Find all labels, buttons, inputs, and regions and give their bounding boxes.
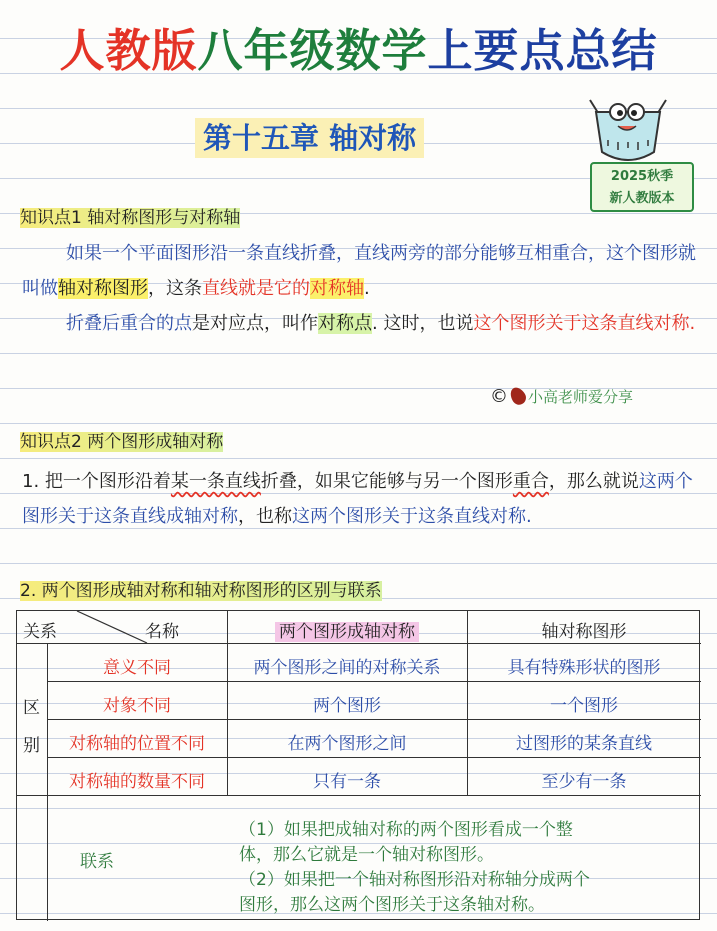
col-header-1: 两个图形成轴对称 (227, 617, 467, 642)
section-2-subtitle: 2. 两个图形成轴对称和轴对称图形的区别与联系 (20, 581, 382, 601)
row-4-col-1: 只有一条 (313, 772, 381, 792)
group-label-1: 区 (23, 698, 40, 718)
comparison-table (16, 610, 700, 920)
corner-right-label: 名称 (145, 622, 179, 642)
row-1-label: 意义不同 (103, 658, 171, 678)
copyright-symbol: © (490, 386, 508, 407)
ruler-mascot-icon (586, 94, 670, 172)
link-text-1a: （1）如果把成轴对称的两个图形看成一个整 (239, 820, 573, 840)
section-1-title: 知识点1 轴对称图形与对称轴 (20, 208, 241, 228)
row-4-label: 对称轴的数量不同 (69, 772, 205, 792)
section-1-paragraph-1: 如果一个平面图形沿一条直线折叠，直线两旁的部分能够互相重合，这个图形就叫做轴对称图形，这条直线就是它的对称轴. (22, 243, 696, 299)
col-header-2: 轴对称图形 (541, 622, 627, 642)
section-2-paragraph-1: 1. 把一个图形沿着某一条直线折叠，如果它能够与另一个图形重合，那么就说这两个图形关于这条直线成轴对称，也称这两个图形关于这条直线对称. (22, 471, 693, 527)
link-text-1b: 体，那么它就是一个轴对称图形。 (239, 845, 494, 865)
row-3-col-1: 在两个图形之间 (287, 734, 407, 754)
title-part-1: 人教版 (59, 24, 198, 77)
row-3-label: 对称轴的位置不同 (69, 734, 205, 754)
row-3-col-2: 过图形的某条直线 (516, 734, 652, 754)
edition-line-1: 2025秋季 (610, 169, 674, 184)
edition-line-2: 新人教版本 (609, 191, 675, 206)
credit-text: 小高老师爱分享 (528, 388, 634, 406)
edition-badge (590, 162, 694, 212)
link-text-2b: 图形，那么这两个图形关于这条轴对称。 (239, 895, 545, 915)
bean-icon (507, 385, 528, 408)
title-part-3: 上要点总结 (427, 24, 658, 77)
chapter-title: 第十五章 轴对称 (195, 118, 424, 158)
section-1-paragraph-2: 折叠后重合的点是对应点，叫作对称点. 这时，也说这个图形关于这条直线对称. (66, 313, 696, 334)
title-part-2: 八年级数学 (197, 24, 428, 77)
row-2-col-2: 一个图形 (550, 696, 618, 716)
section-2-title: 知识点2 两个图形成轴对称 (20, 432, 224, 452)
credit (490, 386, 633, 407)
row-2-col-1: 两个图形 (313, 696, 381, 716)
page-title (0, 14, 717, 79)
link-label: 联系 (80, 852, 114, 872)
row-4-col-2: 至少有一条 (541, 772, 627, 792)
link-text-2a: （2）如果把一个轴对称图形沿对称轴分成两个 (239, 870, 590, 890)
corner-left-label: 关系 (23, 622, 57, 642)
row-2-label: 对象不同 (103, 696, 171, 716)
row-1-col-2: 具有特殊形状的图形 (507, 658, 661, 678)
row-1-col-1: 两个图形之间的对称关系 (253, 658, 441, 678)
group-label-2: 别 (23, 736, 40, 756)
